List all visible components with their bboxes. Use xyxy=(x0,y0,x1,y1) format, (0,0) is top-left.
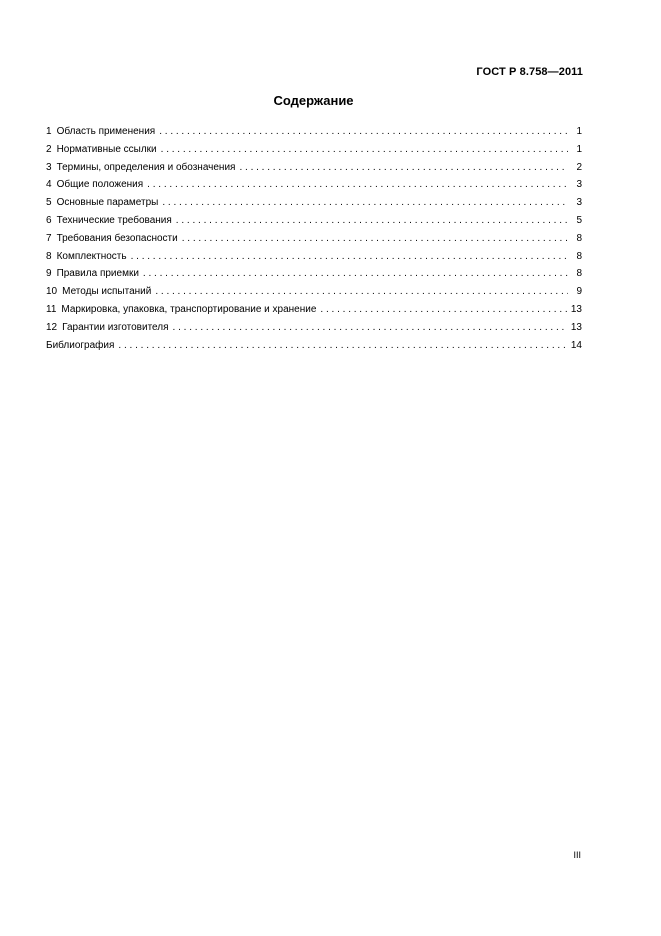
toc-leader-dots xyxy=(320,301,566,319)
toc-leader-dots xyxy=(118,337,566,355)
toc-leader-dots xyxy=(147,176,568,194)
toc-entry-title: Правила приемки xyxy=(56,268,139,280)
toc-entry xyxy=(46,301,582,319)
toc-entry-title: Маркировка, упаковка, транспортирование и хранение xyxy=(61,303,317,315)
toc-entry-page: 1 xyxy=(576,126,582,137)
toc-entry-number: 1 xyxy=(46,126,52,137)
toc-leader-dots xyxy=(159,123,568,141)
toc-entry-title: Библиография xyxy=(46,339,115,351)
toc-leader-dots xyxy=(162,194,568,212)
toc-entry-number: 8 xyxy=(46,250,52,262)
toc-entry-title: Термины, определения и обозначения xyxy=(56,161,236,173)
toc-leader-dots xyxy=(155,283,568,301)
toc-leader-dots xyxy=(131,248,568,266)
toc-entry-title: Методы испытаний xyxy=(62,286,152,298)
toc-entry-title: Область применения xyxy=(56,126,156,137)
toc-entry-number: 6 xyxy=(46,214,52,226)
toc-leader-dots xyxy=(176,212,568,230)
toc-entry-page: 9 xyxy=(576,286,582,298)
toc-leader-dots xyxy=(239,159,568,177)
toc-entry xyxy=(46,265,582,283)
toc-leader-dots xyxy=(182,230,568,248)
toc-entry-number: 5 xyxy=(46,197,52,209)
page-title: Содержание xyxy=(273,93,354,108)
toc-entry xyxy=(46,230,582,248)
toc-entry-page: 5 xyxy=(576,214,582,226)
toc-entry-page: 2 xyxy=(576,161,582,173)
toc-entry-page: 3 xyxy=(576,197,582,209)
table-of-contents xyxy=(46,123,582,354)
toc-entry-title: Требования безопасности xyxy=(56,232,178,244)
toc-entry-page: 13 xyxy=(570,321,582,333)
toc-entry-number: 2 xyxy=(46,143,52,155)
toc-entry xyxy=(46,141,582,159)
toc-entry-number: 4 xyxy=(46,179,52,191)
toc-entry-title: Гарантии изготовителя xyxy=(62,321,169,333)
toc-entry xyxy=(46,248,582,266)
toc-entry xyxy=(46,319,582,337)
toc-entry-number: 9 xyxy=(46,268,52,280)
toc-entry xyxy=(46,212,582,230)
toc-entry xyxy=(46,123,582,141)
toc-entry-page: 8 xyxy=(576,232,582,244)
toc-entry-title: Общие положения xyxy=(56,179,144,191)
toc-entry-page: 13 xyxy=(570,303,582,315)
toc-leader-dots xyxy=(161,141,568,159)
toc-entry-title: Комплектность xyxy=(56,250,127,262)
toc-entry-page: 14 xyxy=(570,339,582,351)
toc-entry-bibliography xyxy=(46,337,582,355)
toc-entry-number: 7 xyxy=(46,232,52,244)
toc-entry-page: 8 xyxy=(576,268,582,280)
toc-leader-dots xyxy=(173,319,567,337)
toc-entry-number: 12 xyxy=(46,321,58,333)
document-code: ГОСТ Р 8.758—2011 xyxy=(476,66,583,78)
toc-entry-number: 3 xyxy=(46,161,52,173)
toc-entry-number: 11 xyxy=(46,303,57,315)
page-number: III xyxy=(573,850,581,860)
toc-entry xyxy=(46,176,582,194)
toc-entry-number: 10 xyxy=(46,286,58,298)
toc-entry xyxy=(46,194,582,212)
toc-entry-page: 8 xyxy=(576,250,582,262)
toc-entry-title: Технические требования xyxy=(56,214,172,226)
toc-leader-dots xyxy=(143,265,568,283)
toc-entry-page: 3 xyxy=(576,179,582,191)
toc-entry xyxy=(46,283,582,301)
toc-entry-title: Основные параметры xyxy=(56,197,159,209)
toc-entry-title: Нормативные ссылки xyxy=(56,143,157,155)
toc-entry xyxy=(46,159,582,177)
toc-entry-page: 1 xyxy=(576,143,582,155)
